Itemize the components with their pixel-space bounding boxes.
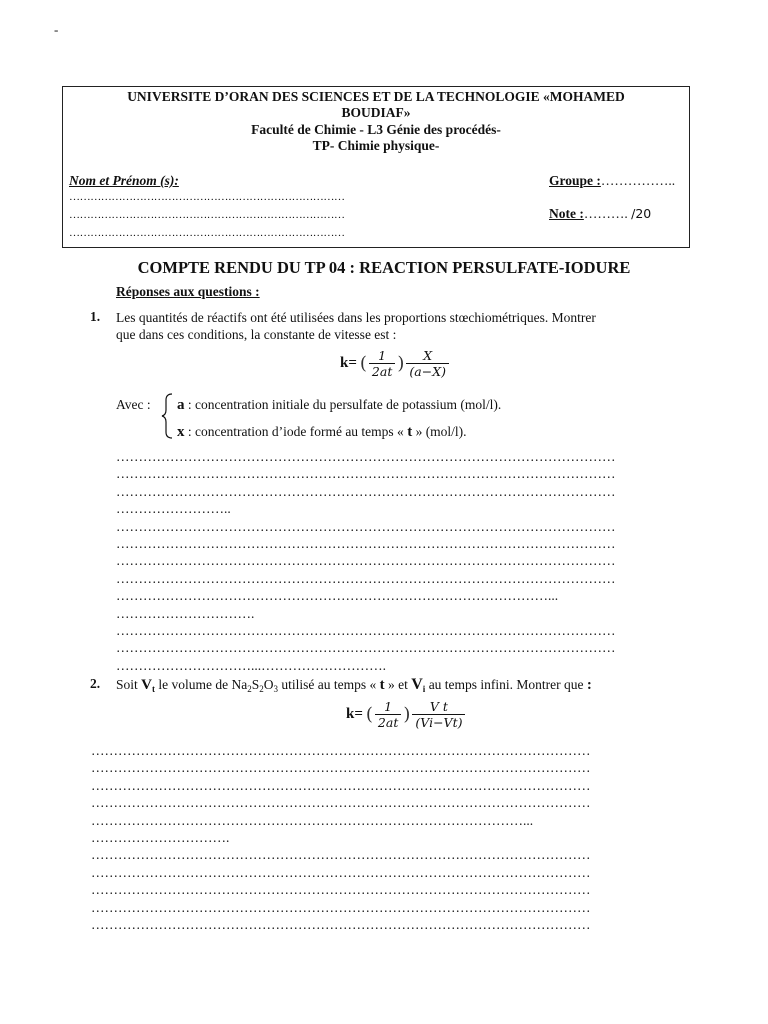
answer-dotted-line[interactable]: ………………………………………………………………………………………………… xyxy=(91,795,591,811)
university-name-cont: BOUDIAF» xyxy=(341,105,411,120)
vi-symbol xyxy=(411,676,425,693)
answer-dotted-line[interactable]: ………………………………………………………………………………………………… xyxy=(116,640,616,656)
answer-dotted-line[interactable]: ………………………………………………………………………………………………… xyxy=(116,570,616,586)
name-label: Nom et Prénom (s): xyxy=(69,173,179,188)
answer-dotted-line[interactable]: ………………………………………………………………………………………………… xyxy=(116,449,616,464)
vt-subscript: t xyxy=(151,684,155,694)
left-brace-icon xyxy=(160,392,174,440)
answer-dotted-line[interactable]: ………………………………………………………………………………………………… xyxy=(116,553,616,569)
fraction-denominator: 2at xyxy=(375,714,401,730)
answer-dotted-line[interactable]: ………………………………………………………………………………………………… xyxy=(91,847,591,863)
note-row xyxy=(549,206,651,222)
responses-heading: Réponses aux questions : xyxy=(116,284,260,299)
subscript: 2 xyxy=(247,684,252,694)
formula-fraction-1 xyxy=(369,348,395,379)
answer-dotted-line[interactable]: …………………………. xyxy=(116,605,255,621)
name-field-3[interactable]: …………………………………………………………………… xyxy=(69,227,345,239)
formula-k: k= xyxy=(340,355,357,371)
q1-text-line-2: que dans ces conditions, la constante de vitesse est : xyxy=(116,327,397,342)
q2-text-part: S xyxy=(251,677,260,692)
vt-symbol xyxy=(141,677,155,693)
faculty-line: Faculté de Chimie - L3 Génie des procédés- xyxy=(251,122,501,137)
answer-dotted-line[interactable]: ………………………………………………………………………………………………… xyxy=(91,777,591,793)
definition-a xyxy=(177,397,501,414)
avec-label: Avec : xyxy=(116,397,151,412)
q2-text-part: le volume de Na xyxy=(154,677,248,692)
vi-subscript: i xyxy=(422,684,426,694)
q2-number: 2. xyxy=(90,676,101,691)
def-x-text-2: » (mol/l). xyxy=(412,424,467,439)
corner-mark: - xyxy=(54,22,59,37)
formula-k: k= xyxy=(346,706,363,722)
fraction-denominator: (a−X) xyxy=(406,363,449,379)
answer-dotted-line[interactable]: ………………………………………………………………………………………………… xyxy=(91,864,591,880)
answer-dotted-line[interactable]: …………………………. xyxy=(91,830,230,845)
page-title: COMPTE RENDU DU TP 04 : REACTION PERSULFATE-IODURE xyxy=(137,258,631,277)
formula-fraction-2 xyxy=(406,348,449,379)
groupe-row xyxy=(549,173,675,189)
subscript: 2 xyxy=(259,684,264,694)
name-field-1[interactable]: …………………………………………………………………… xyxy=(69,191,345,203)
answer-dotted-line[interactable]: ………………………………………………………………………………………………… xyxy=(91,760,591,776)
def-x-symbol: x xyxy=(177,424,185,440)
tp-line: TP- Chimie physique- xyxy=(312,138,440,153)
note-field[interactable]: ………. xyxy=(583,206,628,221)
formula-lparen: ( xyxy=(359,353,367,374)
fraction-numerator: V t xyxy=(429,699,448,714)
groupe-label: Groupe : xyxy=(549,173,601,188)
q2-text-part: Soit xyxy=(116,677,142,692)
vt-letter: V xyxy=(141,677,152,693)
def-x-t: t xyxy=(407,424,413,440)
q2-formula xyxy=(346,699,467,730)
header-box xyxy=(62,86,690,248)
t-symbol: t xyxy=(379,677,385,693)
answer-dotted-line[interactable]: ………………………………………………………………………………………………… xyxy=(91,917,591,932)
q2-text-part: » et xyxy=(384,677,412,692)
answer-dotted-line[interactable]: ………………………………………………………………………………………………… xyxy=(116,466,616,482)
fraction-denominator: (Vi−Vt) xyxy=(412,714,465,730)
fraction-denominator: 2at xyxy=(369,363,395,379)
groupe-field[interactable]: …………….. xyxy=(600,173,676,188)
fraction-numerator: X xyxy=(423,348,433,363)
fraction-numerator: 1 xyxy=(384,699,393,714)
q2-text-part: utilisé au temps « xyxy=(277,677,380,692)
formula-lparen: ( xyxy=(365,704,373,725)
answer-dotted-line[interactable]: …………………….. xyxy=(116,501,231,517)
def-x-text-1: : concentration d’iode formé au temps « xyxy=(184,424,408,439)
answer-dotted-line[interactable]: ……………………………………………………………………………………... xyxy=(91,812,534,828)
formula-rparen: ) xyxy=(397,353,405,374)
fraction-numerator: 1 xyxy=(378,348,387,363)
formula-rparen: ) xyxy=(403,704,411,725)
answer-dotted-line[interactable]: ………………………………………………………………………………………………… xyxy=(91,743,591,758)
note-label: Note : xyxy=(549,206,584,221)
answer-dotted-line[interactable]: ………………………………………………………………………………………………… xyxy=(91,882,591,898)
name-field-2[interactable]: …………………………………………………………………… xyxy=(69,209,345,221)
q1-number: 1. xyxy=(90,309,101,324)
formula-fraction-2 xyxy=(412,699,465,730)
subscript: 3 xyxy=(273,684,278,694)
q2-text-part: au temps infini. Montrer que xyxy=(425,677,587,692)
answer-dotted-line[interactable]: ………………………………………………………………………………………………… xyxy=(91,899,591,915)
note-max: /20 xyxy=(631,206,652,221)
q2-colon: : xyxy=(586,677,592,693)
q1-text-line-1: Les quantités de réactifs ont été utilisées dans les proportions stœchiométriques. Montrer xyxy=(116,310,596,325)
def-a-text: : concentration initiale du persulfate de potassium (mol/l). xyxy=(184,397,502,412)
answer-dotted-line[interactable]: ………………………………………………………………………………………………… xyxy=(116,623,616,638)
q1-formula xyxy=(340,348,451,379)
formula-fraction-1 xyxy=(375,699,401,730)
answer-dotted-line[interactable]: …………………………...………………………. xyxy=(116,657,386,673)
answer-dotted-line[interactable]: ………………………………………………………………………………………………… xyxy=(116,483,616,499)
university-name: UNIVERSITE D’ORAN DES SCIENCES ET DE LA TECHNOLOGIE «MOHAMED xyxy=(127,89,625,104)
def-a-symbol: a xyxy=(177,397,185,413)
q1-text xyxy=(116,309,676,343)
vi-letter: V xyxy=(411,676,423,693)
answer-dotted-line[interactable]: ………………………………………………………………………………………………… xyxy=(116,536,616,551)
q2-text xyxy=(116,676,592,694)
answer-dotted-line[interactable]: ……………………………………………………………………………………... xyxy=(116,588,559,604)
q2-text-part: O xyxy=(263,677,274,692)
answer-dotted-line[interactable]: ………………………………………………………………………………………………… xyxy=(116,518,616,534)
definition-x xyxy=(177,424,467,441)
